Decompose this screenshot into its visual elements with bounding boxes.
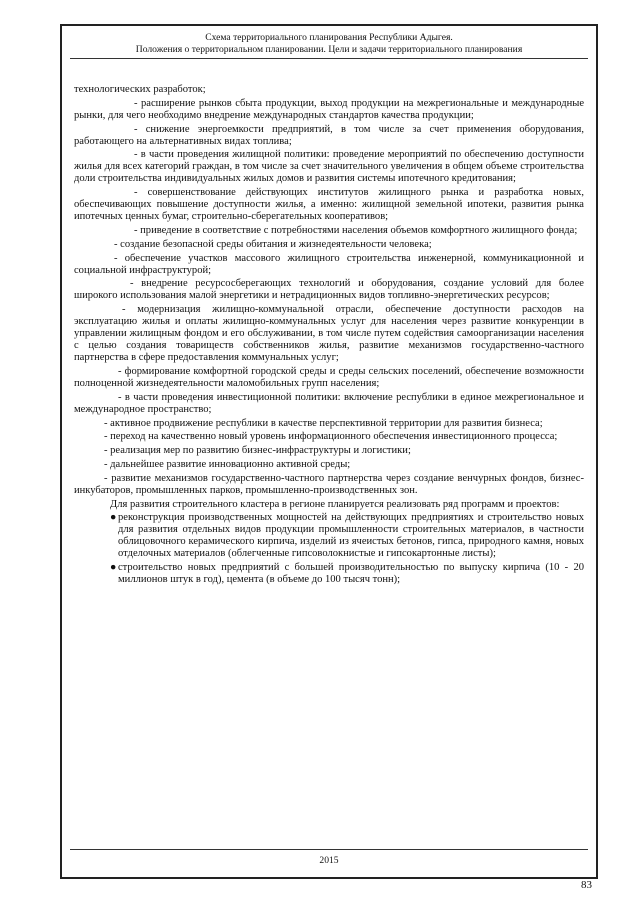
paragraph: Для развития строительного кластера в регионе планируется реализовать ряд программ и проектов: (110, 498, 560, 510)
paragraph: - внедрение ресурсосберегающих технологий и оборудования, создание условий для более широкого использования малой энергетики и нетрадиционных видов топливно-энергетических ресурсов; (74, 278, 584, 302)
bullet-list (110, 512, 584, 586)
bullet-icon: ● (110, 512, 117, 524)
paragraph: - реализация мер по развитию бизнес-инфраструктуры и логистики; (104, 445, 411, 457)
document-body (74, 84, 584, 588)
paragraph: - активное продвижение республики в качестве перспективной территории для развития бизнеса; (104, 417, 543, 429)
bullet-icon: ● (110, 562, 117, 574)
list-item (110, 562, 584, 586)
list-item-text: реконструкция производственных мощностей на действующих предприятиях и строительство новых для развития отдельных видов продукции промышленности строительных материалов, в частности облицовочного керамического кирпича, изделий из ячеистых бетонов, гипса, природного камня, новых отделочных материалов (облегченные гипсоволокнистые и гипсокартонные листы); (118, 512, 584, 560)
paragraph: - обеспечение участков массового жилищного строительства инженерной, коммуникационной и социальной инфраструктурой; (74, 252, 584, 276)
paragraph: - снижение энергоемкости предприятий, в том числе за счет применения оборудования, работающего на альтернативных видах топлива; (74, 123, 584, 147)
paragraph: - развитие механизмов государственно-частного партнерства через создание венчурных фондов, бизнес-инкубаторов, промышленных парков, промышленно-производственных зон. (74, 472, 584, 496)
page-footer (62, 849, 596, 877)
paragraph: - приведение в соответствие с потребностями населения объемов комфортного жилищного фонда; (134, 224, 578, 236)
paragraph: - в части проведения жилищной политики: проведение мероприятий по обеспечению доступности жилья для всех категорий граждан, в том числе за счет значительного увеличения в общем объеме строительства доли строительства индивидуальных жилых домов и развития системы ипотечного кредитования; (74, 149, 584, 185)
paragraph: - совершенствование действующих институтов жилищного рынка и разработка новых, обеспечивающих повышение доступности жилья, а именно: жилищной земельной ипотеки, развития рынка ипотечных ценных бумаг, строительно-сберегательных кооперативов; (74, 187, 584, 223)
paragraph: - создание безопасной среды обитания и жизнедеятельности человека; (114, 238, 432, 250)
header-subtitle: Положения о территориальном планировании. Цели и задачи территориального планирования (135, 43, 523, 55)
header-title: Схема территориального планирования Республики Адыгея. (205, 32, 453, 43)
footer-year: 2015 (319, 855, 339, 866)
paragraph: - в части проведения инвестиционной политики: включение республики в единое межрегиональное и международное пространство; (74, 391, 584, 415)
page-number: 83 (581, 879, 592, 891)
page-frame (60, 24, 598, 879)
header-divider (70, 58, 588, 59)
list-item (110, 512, 584, 560)
paragraph: - формирование комфортной городской среды и среды сельских поселений, обеспечение возможности полноценной жизнедеятельности маломобильных групп населения; (74, 365, 584, 389)
paragraph: - расширение рынков сбыта продукции, выход продукции на межрегиональные и международные рынки, для чего необходимо внедрение международных стандартов качества продукции; (74, 97, 584, 121)
paragraph: технологических разработок; (74, 84, 206, 95)
page-header (62, 32, 596, 55)
list-item-text: строительство новых предприятий с большей производительностью по выпуску кирпича (10 - 20 миллионов штук в год), цемента (в объеме до 100 тысяч тонн); (118, 562, 584, 586)
paragraph: - модернизация жилищно-коммунальной отрасли, обеспечение доступности расходов на эксплуатацию жилья и оплаты жилищно-коммунальных услуг для населения через развитие конкуренции в управлении жилищным фондом и его обслуживании, в том числе путем содействия самоорганизации населения с целью создания товариществ собственников жилья, развитие механизмов государственно-частного партнерства в сфере предоставления коммунальных услуг; (74, 304, 584, 364)
paragraph: - дальнейшее развитие инновационно активной среды; (104, 458, 351, 470)
footer-divider (70, 849, 588, 850)
paragraph: - переход на качественно новый уровень информационного обеспечения инвестиционного процесса; (104, 431, 558, 443)
